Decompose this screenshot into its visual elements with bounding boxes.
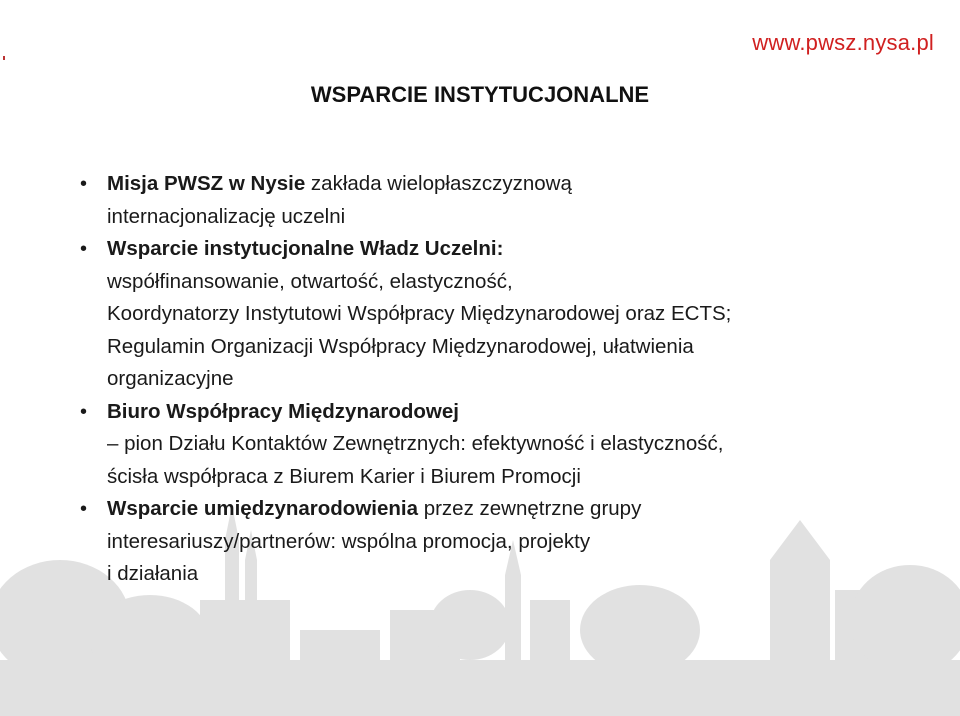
bullet-icon: • [80, 400, 88, 423]
bullet-icon: • [80, 498, 88, 520]
corner-mark [3, 56, 5, 60]
bullet-line [107, 168, 900, 201]
bullet-list [80, 168, 900, 591]
bullet-international-office [80, 396, 900, 494]
bullet-line: – pion Działu Kontaktów Zewnętrznych: efektywność i elastyczność, [107, 432, 724, 455]
bullet-institutional-support [80, 233, 900, 396]
bullet-line-bold: Misja PWSZ w Nysie [107, 172, 306, 195]
bullet-line: Regulamin Organizacji Współpracy Międzynarodowej, ułatwienia [107, 334, 694, 358]
bullet-line: Koordynatorzy Instytutowi Współpracy Międzynarodowej oraz ECTS; [107, 302, 732, 325]
bullet-line-text: zakłada wielopłaszczyznową [305, 172, 572, 195]
bullet-line-text: przez zewnętrzne grupy [418, 497, 642, 520]
site-url[interactable]: www.pwsz.nysa.pl [752, 30, 934, 55]
bullet-line: internacjonalizację uczelni [107, 204, 346, 228]
bullet-icon: • [80, 173, 88, 195]
slide-title: WSPARCIE INSTYTUCJONALNE [310, 82, 650, 107]
bullet-line: interesariuszy/partnerów: wspólna promocja, projekty [107, 529, 591, 553]
bullet-line: współfinansowanie, otwartość, elastyczność, [107, 269, 513, 293]
bullet-line-bold: Biuro Współpracy Międzynarodowej [107, 399, 459, 423]
bullet-mission [80, 168, 900, 233]
bullet-line: ścisła współpraca z Biurem Karier i Biurem Promocji [107, 464, 581, 488]
bullet-line-bold: Wsparcie umiędzynarodowienia [107, 497, 418, 520]
bullet-line [107, 493, 900, 526]
bullet-line: organizacyjne [107, 367, 234, 390]
bullet-internationalization [80, 493, 900, 591]
bullet-line: i działania [107, 562, 199, 585]
bullet-line-bold: Wsparcie instytucjonalne Władz Uczelni: [107, 237, 504, 260]
bullet-icon: • [80, 238, 88, 260]
